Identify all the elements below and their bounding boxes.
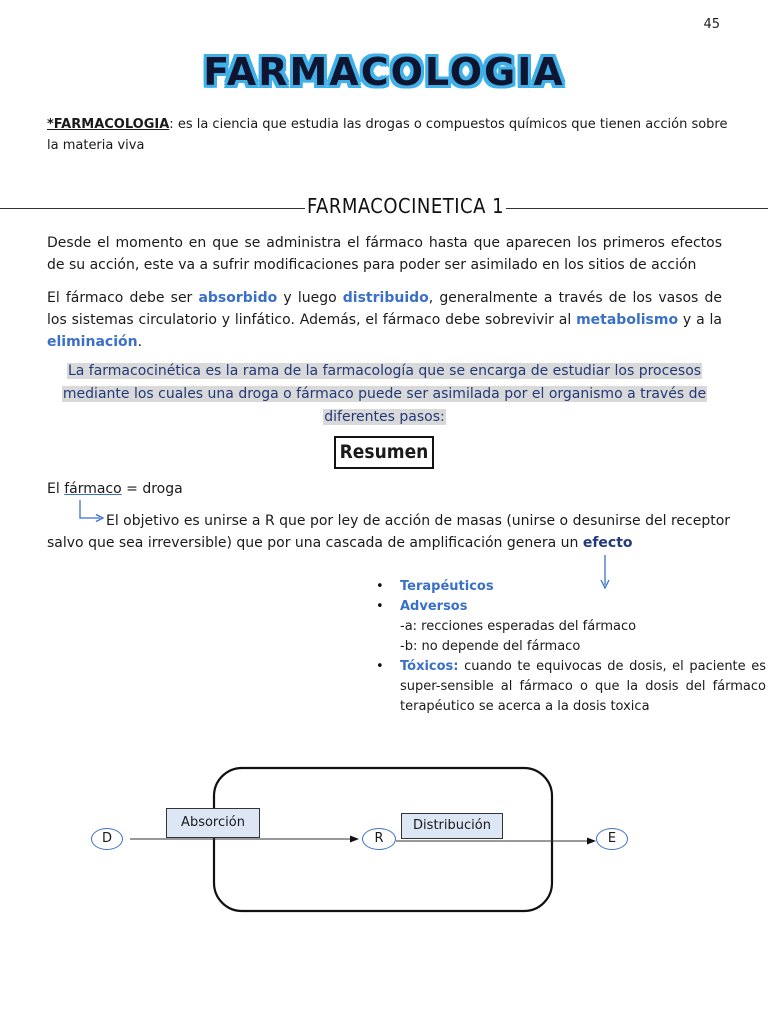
objective-line-2 bbox=[47, 532, 633, 554]
definition-text-2: la materia viva bbox=[47, 138, 145, 153]
definition-term: *FARMACOLOGIA bbox=[47, 117, 170, 132]
process-text-5: . bbox=[137, 334, 143, 350]
list-item-terapeuticos bbox=[374, 577, 766, 597]
keyword-absorbido: absorbido bbox=[198, 290, 278, 306]
highlighted-definition bbox=[47, 360, 722, 429]
farmaco-suffix: = droga bbox=[121, 481, 183, 497]
list-item-adversos bbox=[374, 597, 766, 617]
keyword-eliminacion: eliminación bbox=[47, 334, 138, 350]
adverso-b: -b: no depende del fármaco bbox=[400, 639, 581, 654]
node-r: R bbox=[362, 828, 396, 850]
toxicos-text: cuando te equivocas de dosis, el paciente es super-sensible al fármaco o que la dosis del fármaco terapéutico se acerca a la dosis toxica bbox=[400, 659, 766, 714]
farmaco-prefix: El bbox=[47, 481, 65, 497]
adverso-a: -a: recciones esperadas del fármaco bbox=[400, 619, 637, 634]
node-e: E bbox=[596, 828, 628, 850]
process-text-1: El fármaco debe ser bbox=[47, 290, 199, 306]
page-number: 45 bbox=[703, 17, 720, 32]
elbow-arrow-icon bbox=[76, 498, 106, 524]
section-title: FARMACOCINETICA 1 bbox=[307, 194, 505, 218]
node-d: D bbox=[91, 828, 123, 850]
arrowhead-e bbox=[587, 838, 596, 845]
resumen-heading: Resumen bbox=[334, 436, 434, 469]
absorcion-label: Absorción bbox=[166, 808, 260, 838]
distribucion-label: Distribución bbox=[401, 813, 503, 839]
definition-text-1: es la ciencia que estudia las drogas o compuestos químicos que tienen acción sobre bbox=[173, 117, 728, 132]
list-item-toxicos bbox=[374, 657, 766, 717]
label-toxicos: Tóxicos: bbox=[400, 659, 459, 674]
definition bbox=[47, 114, 737, 156]
farmaco-word: fármaco bbox=[64, 481, 122, 497]
section-divider-left bbox=[0, 208, 305, 209]
farmaco-line bbox=[47, 479, 183, 499]
section-divider-right bbox=[462, 208, 768, 209]
process-paragraph bbox=[47, 287, 722, 353]
highlight-line-3: diferentes pasos: bbox=[324, 409, 445, 425]
page-title: FARMACOLOGIA bbox=[203, 50, 565, 94]
label-adversos: Adversos bbox=[400, 599, 468, 614]
arrowhead-r bbox=[350, 836, 359, 843]
definition-colon: : bbox=[169, 117, 174, 132]
keyword-metabolismo: metabolismo bbox=[576, 312, 679, 328]
effects-list bbox=[374, 577, 766, 717]
process-text-2: y luego bbox=[277, 290, 343, 306]
highlight-line-1: La farmacocinética es la rama de la farmacología que se encarga de estudiar los procesos bbox=[67, 363, 702, 379]
keyword-distribuido: distribuido bbox=[342, 290, 429, 306]
intro-paragraph: Desde el momento en que se administra el fármaco hasta que aparecen los primeros efectos de su acción, este va a sufrir modificaciones para poder ser asimilado en los sitios de acción bbox=[47, 235, 722, 273]
keyword-efecto: efecto bbox=[582, 535, 633, 551]
objective-line-1: El objetivo es unirse a R que por ley de acción de masas (unirse o desunirse del receptor bbox=[106, 513, 731, 529]
highlight-line-2: mediante los cuales una droga o fármaco puede ser asimilada por el organismo a través de bbox=[62, 386, 707, 402]
objective-text-2: salvo que sea irreversible) que por una cascada de amplificación genera un bbox=[47, 535, 583, 551]
label-terapeuticos: Terapéuticos bbox=[400, 579, 494, 594]
process-text-3: , generalmente a través de los vasos de los sistemas circulatorio y linfático. Además, el fármaco debe sobrevivir al bbox=[47, 290, 722, 328]
process-text-4: y a la bbox=[678, 312, 722, 328]
